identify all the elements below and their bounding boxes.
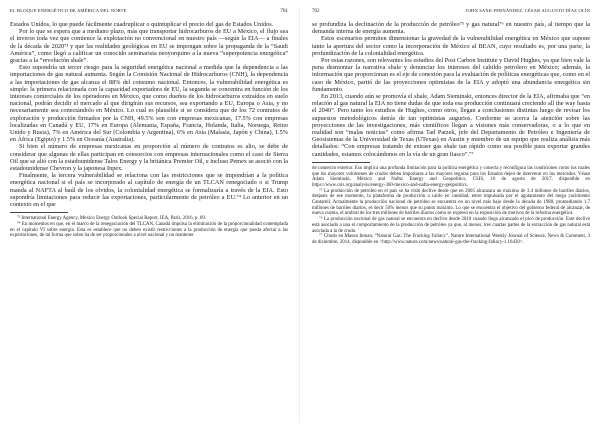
right-running-header [312,8,590,14]
footnote: ⁷⁵ La producción de petróleo en el país se ha visto declive desde que en 2005 alcanzara un máximo de 3.4 millones de barriles diarios, después de ese momento, la plataforma de producción a caído en cantidad, entre impulsada por el agotamiento del mega yacimiento Cantarell. Actualmente la producción nacional de petróleo se encuentra en un nivel más bajo desde la década de 1980, promediando 1.7 millones de barriles diarios, es decir 50% menos que su punto máximo. Lo que se encuentra el objetivo del gobierno federal de alcanzar, de nueva cuenta, el umbral de los tres millones de barriles diarios como se expresó en la exposición de motivos de la reforma energética. [312,188,590,217]
footnote-rule [10,212,68,213]
footnote: ⁷³ International Energy Agency, Mexico Energy Outlook Special Report, IEA, París, 2016, p. 69. [17,216,207,222]
paragraph: Finalmente, la tercera vulnerabilidad se relaciona con las restricciones que se impondrían a la política energética nacional si el país se incorporado al capítulo de energía de un TLCAN renegociado o si Trump manda al NAFTA al baúl de los olvidos, la colonialidad energética se formalizaría a través de la EIA. Esto supondría limitaciones para reducir las exportaciones, particularmente de petróleo a EU.⁷⁴ Lo anterior en un contexto en el que [10,172,288,209]
right-page [312,8,590,426]
paragraph: Por estas razones, son relevantes los estudios del Post Carbon Institute y David Hughes, ya que bien vale la pena desmontar la narrativa shale y denunciar los intereses del cabildo petrolero en México; además, la información que proporcionan es el eje de conexión para la evaluación de políticas energéticas que, como en el caso de México, partió de las proyecciones optimistas de la EIA y adoptó una abundancia energética sin fundamento. [312,57,590,93]
footnote: de comercio exterior. Eso implica una profunda limitación para la política energética y conecta y reconfigura las condiciones como los cuales que los mayores volúmenes de crudos deben importarse a las mayores seguras para los Estados dejen de intervenir en los mercados. Véase Adam Sieminski, México and Nafta: Energy and Geopolitics, CSIS, 16 de agosto de 2017, disponible en https://www.csis.org/analysis/energy-360-mexico-and-nafta-energy-geopolitics. [312,165,590,188]
footnote: ⁷⁴ En momentos en que, en el marco de la renegociación del TLCAN, Canadá impulsa la eliminación de la proporcionalidad contemplada en el capítulo VI sobre energía. Esta es establece que no deben existir restricciones a la producción de energía que pueda afectar a las exportaciones, de tal forma que sobre ha de ser proporcionales a nivel nacional y no mantener [10,221,288,239]
paragraph: Estados Unidos, lo que puede fácilmente cuadruplicar o quintuplicar el precio del gas de Estados Unidos. [10,21,274,28]
paragraph: Estos escenarios permiten dimensionar la gravedad de la vulnerabilidad energética en México que supone tanto la apertura del sector como la incorporación de México al BEAN, cuyo resultado es, por una parte, la profundización de la colonialidad energética. [312,35,590,57]
left-running-header [10,8,288,14]
left-footnotes [10,212,288,239]
paragraph: se profundiza la declinación de la producción de petróleo⁷⁵ y gas natural⁷⁶ en nuestro país, al tiempo que la demanda interna de energía aumenta. [312,21,590,36]
paragraph: Por lo que se espera que a mediano plazo, más que transportar hidrocarburos de EU a México, el flujo sea el inverso toda vez que comience la explotación no convencional en nuestro país —según la EIA— a finales de la década de 2020⁷³ y que las realidades geológicas en EU se impongan sobre la propaganda de la “Saudi América”, como llegó a calificar un conocido seminarista neoyorquino a la nueva “superpotencia energética” gracias a la “revolución shale”. [10,28,288,65]
left-body-text [10,21,288,208]
right-body-text [312,21,590,158]
paragraph: En 2013, cuando aún se promovía el shale, Adam Sieminski, entonces director de la EIA, afirmaba que “en relación al gas natural la EIA no tiene dudas de que toda esa producción continuará creciendo all the way hasta el 2040”. Pero tanto los estudios de Hughes, como otros, llegan a conclusiones distintas luego de revisar los supuestos metodológicos detrás de tan optimistas augurios. Conforme se acerca la atención sobre las proyecciones de las investigaciones, más científicos llegan a visiones más conservadoras, o a lo que en realidad son “malas noticias” como afirma Tad Patzek, jefe del Departamento de Petróleo e Ingeniería de Geosistemas de la Universidad de Texas (UTexas) en Austin y miembro de un equipo que realiza análisis más detallados: “Con empresas tratando de extraer gas shale tan rápido como sea posible para exportar grandes cantidades, estamos colocándonos en la vía de un gran fiasco”.⁷⁷ [312,93,590,158]
paragraph: Esto supondría un tercer riesgo para la seguridad energética nacional a medida que la dependencia a las importaciones de gas natural aumenta. Según la Comisión Nacional de Hidrocarburos (CNH), la dependencia a las importaciones de gas alcanza el 88% del consumo nacional. Entonces, la vulnerabilidad energética es simple: la primera relacionada con la capacidad exportadora de EU, la segunda se concentra en función de los intereses comerciales de los operadores en México, que como dueños de los hidrocarburos extraídos en suelo nacional, podrán decidir el mercado al que dirigirán sus recursos, sea exportando a EU, Europa o Asia, y no necesariamente sea conectándolo en México. Lo cual es plausible si se considera que de los 72 contratos de exploración y producción firmados por la CNH, 49.5% son con empresas mexicanas, 17.5% con empresas localizadas en Canadá y EU, 17% en Europa (Alemania, España, Francia, Holanda, Italia, Noruega, Reino Unido y Rusia), 7% en América del Sur (Colombia y Argentina), 6% en Asia (Malasia, Japón y China), 1.5% en África (Egipto) y 1.5% en Oceanía (Australia). [10,64,288,144]
footnote-rule [312,162,370,163]
footnote: ⁷⁶ La producción nacional de gas natural se encuentra en declive desde 2010 cuando llega alcanzado el pico de producción. Este declive está asociado a una el comportamiento de la producción de petróleo ya que, al menos, tres cuartas partes de la extracción de gas natural está asociada a la de crudo. [312,217,590,234]
footnote: ⁷⁷ Citado en Mason Inman, “Natural Gas: The Fracking Fallacy”, Nature International Weekly Journal of Science, News & Comment, 3 de diciembre, 2014, disponible en <http://www.nature.com/news/natural-gas-the-fracking-fallacy-1.16430>. [312,234,590,245]
paragraph: Si bien el número de empresas mexicanas en proporción al número de contratos es alto, se debe de considerar que algunas de ellas participan en consorcios con empresas internacionales como el caso de Sierra Oil que se alió con la estadounidense Talos Energy y la británica Premier Oil, e incluso Pemex se asoció con la estadounidense Chevron y la japonesa Inpex. [10,143,288,173]
right-footnotes [312,162,590,246]
left-page [10,8,288,426]
left-page-number: 701 [280,9,288,14]
right-running-head: JOHN SAXE-FERNÁNDEZ, CÉSAR AUGUSTO DÍAZ OLÍN [465,8,590,13]
left-running-head: EL BLOQUE ENERGÉTICO DE AMÉRICA DEL NORTE [10,8,127,13]
gutter [299,8,300,423]
right-page-number: 702 [312,9,320,14]
